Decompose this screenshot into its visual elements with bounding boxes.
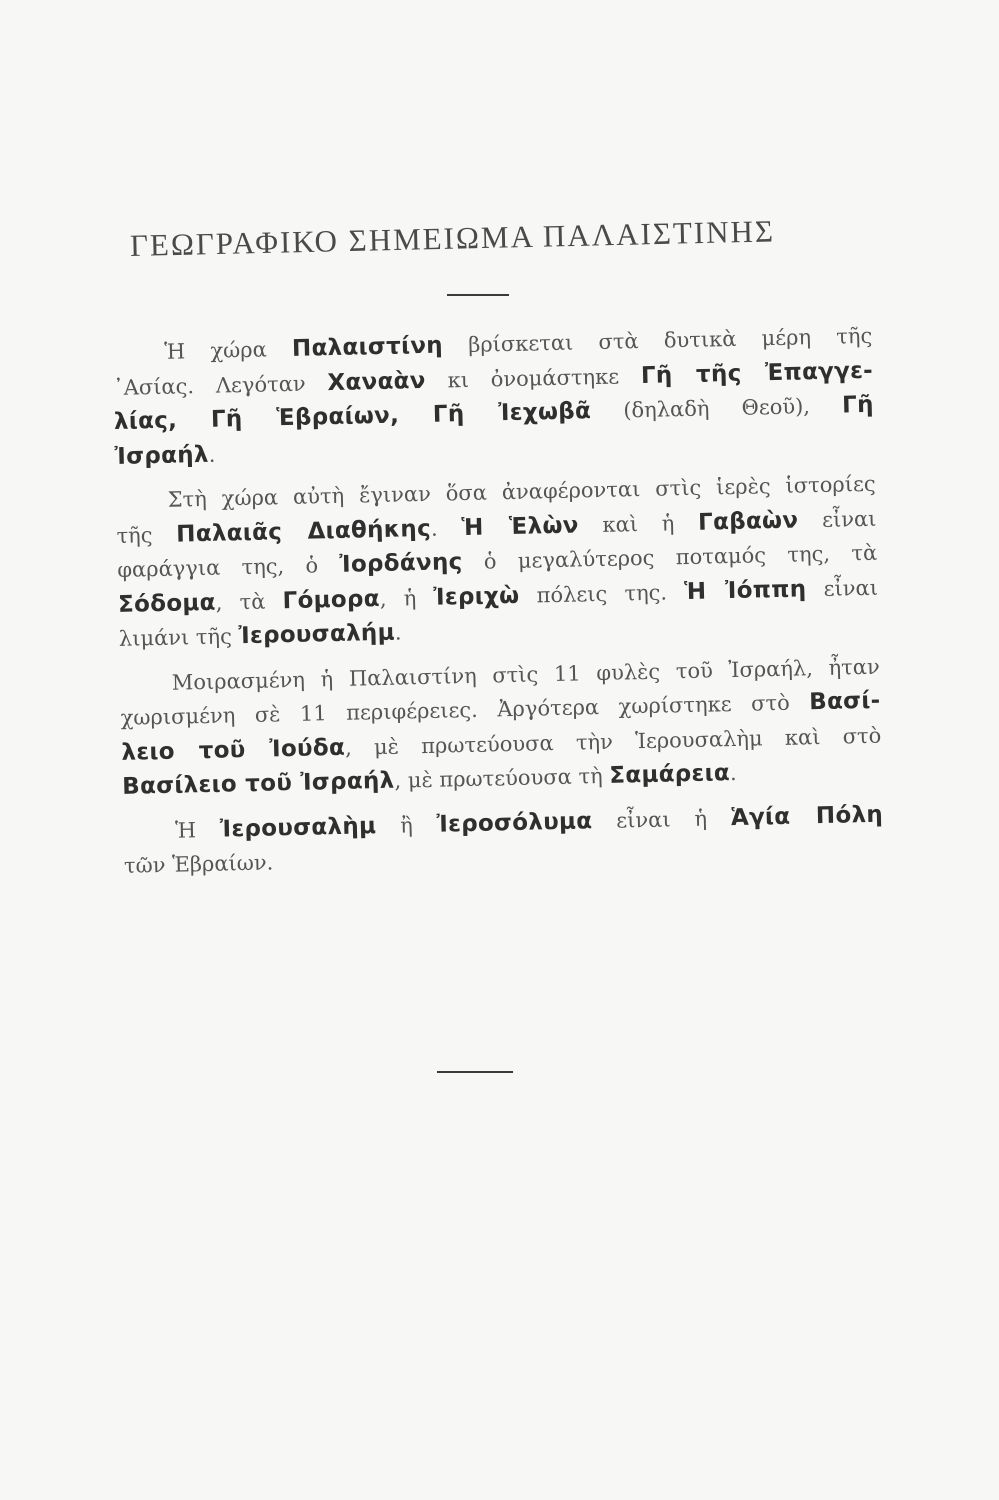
text-line: τῶν Ἑβραίων. — [123, 850, 274, 878]
title-rule — [447, 294, 509, 296]
text-line: ᾿Ασίας. Λεγόταν Χαναὰν κι ὀνομάστηκε Γῆ τῆς Ἐπαγγε- — [112, 357, 874, 400]
text-line: λειο τοῦ Ἰούδα, μὲ πρωτεύουσα τὴν Ἱερουσαλὴμ καὶ στὸ — [121, 723, 882, 766]
text-line: Ἡ Ἰερουσαλὴμ ἢ Ἰεροσόλυμα εἶναι ἡ Ἁγία Πόλη — [174, 801, 884, 843]
text-line: λίας, Γῆ Ἑβραίων, Γῆ Ἰεχωβᾶ (δηλαδὴ Θεοῦ), Γῆ — [113, 391, 875, 435]
text-line: Βασίλειο τοῦ Ἰσραήλ, μὲ πρωτεύουσα τὴ Σαμάρεια. — [121, 760, 737, 800]
text-line: Ἰσραήλ. — [114, 441, 216, 470]
page-title: ΓΕΩΓΡΑΦΙΚΟ ΣΗΜΕΙΩΜΑ ΠΑΛΑΙΣΤΙΝΗΣ — [129, 213, 776, 263]
body-text — [112, 319, 884, 884]
text-line: λιμάνι τῆς Ἰερουσαλήμ. — [118, 619, 402, 651]
text-line: Σόδομα, τὰ Γόμορα, ἡ Ἰεριχὼ πόλεις της. Ἡ Ἰόππη εἶναι — [117, 575, 879, 618]
text-line: φαράγγια της, ὁ Ἰορδάνης ὁ μεγαλύτερος ποταμός της, τὰ — [117, 540, 878, 582]
text-line: Μοιρασμένη ἡ Παλαιστίνη στὶς 11 φυλὲς τοῦ Ἰσραήλ, ἦταν — [171, 654, 880, 695]
text-line: Ἡ χώρα Παλαιστίνη βρίσκεται στὰ δυτικὰ μέρη τῆς — [164, 323, 873, 364]
text-line: τῆς Παλαιᾶς Διαθήκης. Ἡ Ἑλὼν καὶ ἡ Γαβαὼν εἶναι — [116, 506, 877, 548]
end-rule — [437, 1071, 513, 1073]
text-line: χωρισμένη σὲ 11 περιφέρειες. Ἀργότερα χωρίστηκε στὸ Βασί- — [120, 687, 881, 730]
text-line: Στὴ χώρα αὐτὴ ἔγιναν ὅσα ἀναφέρονται στὶς ἱερὲς ἱστορίες — [167, 471, 876, 512]
